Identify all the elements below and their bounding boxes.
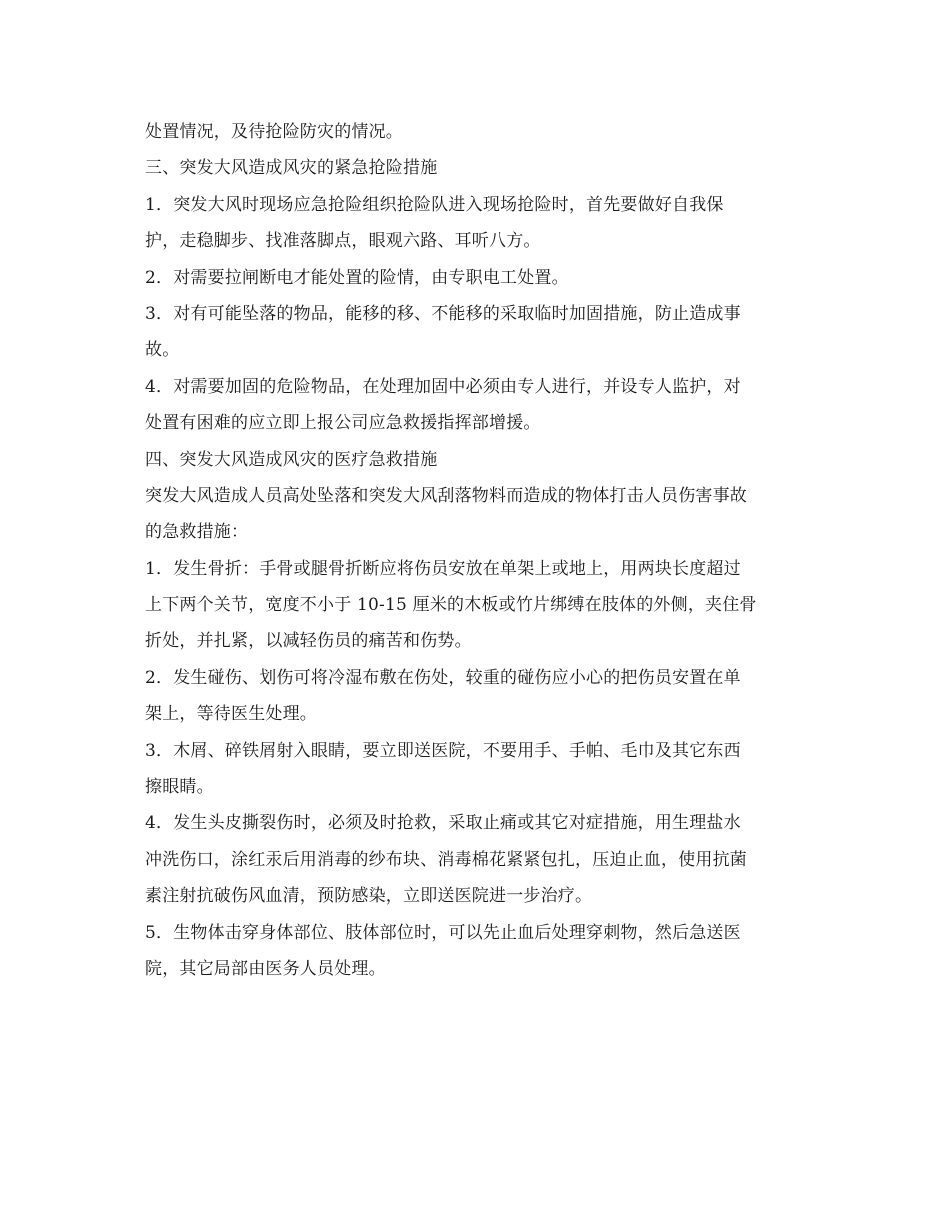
section-heading: 四、突发大风造成风灾的医疗急救措施	[145, 449, 438, 470]
text-line: 2．对需要拉闸断电才能处置的险情，由专职电工处置。	[145, 267, 569, 288]
text-line: 折处，并扎紧，以减轻伤员的痛苦和伤势。	[145, 631, 472, 652]
text-line: 架上，等待医生处理。	[145, 704, 317, 725]
text-line: 3．木屑、碎铁屑射入眼睛，要立即送医院，不要用手、手帕、毛巾及其它东西	[145, 740, 741, 761]
text-line: 护，走稳脚步、找准落脚点，眼观六路、耳听八方。	[145, 231, 541, 252]
text-line: 处置情况，及待抢险防灾的情况。	[145, 122, 403, 142]
text-line: 上下两个关节，宽度不小于 10-15 厘米的木板或竹片绑缚在肢体的外侧，夹住骨	[145, 595, 757, 616]
text-line: 的急救措施：	[145, 522, 249, 543]
text-line: 处置有困难的应立即上报公司应急救援指挥部增援。	[145, 413, 541, 434]
text-line: 1．发生骨折：手骨或腿骨折断应将伤员安放在单架上或地上，用两块长度超过	[145, 558, 741, 579]
text-line: 院，其它局部由医务人员处理。	[145, 958, 386, 979]
text-line: 冲洗伤口，涂红汞后用消毒的纱布块、消毒棉花紧紧包扎，压迫止血，使用抗菌	[145, 849, 747, 870]
text-line: 2．发生碰伤、划伤可将冷湿布敷在伤处，较重的碰伤应小心的把伤员安置在单	[145, 667, 741, 688]
text-line: 4．对需要加固的危险物品，在处理加固中必须由专人进行，并设专人监护，对	[145, 376, 741, 397]
text-line: 故。	[145, 340, 180, 361]
text-line: 5．生物体击穿身体部位、肢体部位时，可以先止血后处理穿刺物，然后急送医	[145, 922, 741, 943]
text-line: 擦眼睛。	[145, 777, 214, 798]
text-line: 3．对有可能坠落的物品，能移的移、不能移的采取临时加固措施，防止造成事	[145, 303, 741, 324]
text-line: 1．突发大风时现场应急抢险组织抢险队进入现场抢险时，首先要做好自我保	[145, 194, 724, 215]
text-line: 素注射抗破伤风血清，预防感染，立即送医院进一步治疗。	[145, 886, 593, 907]
text-line: 4．发生头皮撕裂伤时，必须及时抢救，采取止痛或其它对症措施，用生理盐水	[145, 813, 741, 834]
section-heading: 三、突发大风造成风灾的紧急抢险措施	[145, 158, 438, 179]
document-body	[145, 114, 807, 987]
text-line: 突发大风造成人员高处坠落和突发大风刮落物料而造成的物体打击人员伤害事故	[145, 485, 747, 506]
